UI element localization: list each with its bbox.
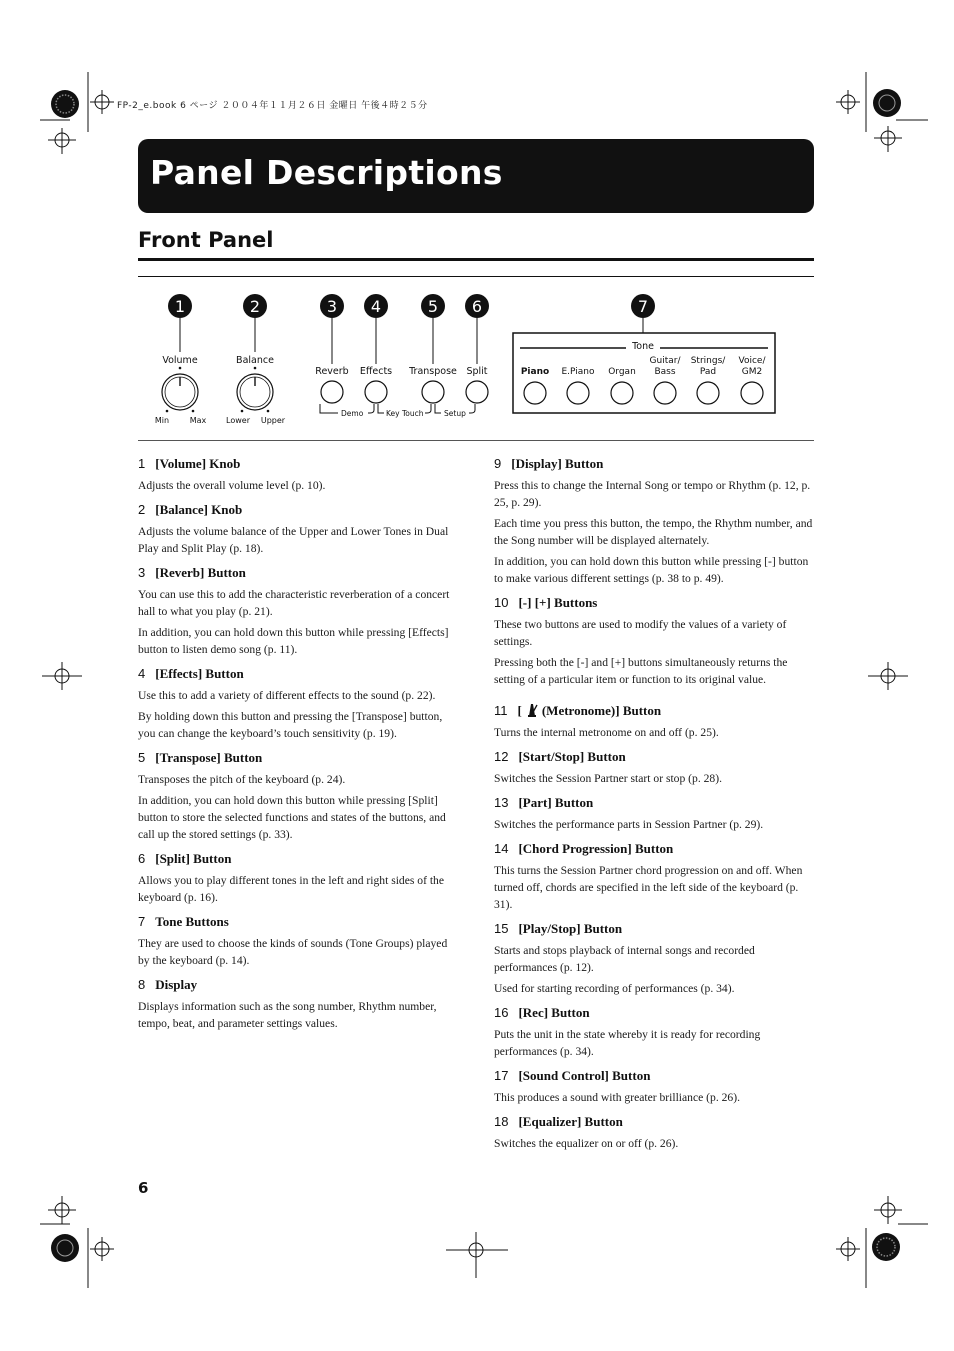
description-item bbox=[138, 850, 458, 906]
registration-mark-mid-left bbox=[40, 656, 90, 696]
item-text: Puts the unit in the state whereby it is ready for recording performances (p. 34). bbox=[494, 1028, 761, 1058]
callout-1 bbox=[168, 294, 192, 352]
registration-mark-bottom-left bbox=[40, 1188, 150, 1288]
tone-gm2-label: GM2 bbox=[741, 367, 763, 377]
item-heading: 1 [Volume] Knob bbox=[138, 456, 241, 471]
item-text: Adjusts the overall volume level (p. 10). bbox=[138, 479, 326, 492]
transpose-button[interactable] bbox=[422, 381, 444, 403]
title-bar bbox=[138, 139, 814, 213]
tone-strings-label: Strings/ bbox=[690, 356, 726, 366]
tone-pad-label: Pad bbox=[699, 367, 717, 377]
item-heading: 16 [Rec] Button bbox=[494, 1005, 590, 1020]
metronome-icon bbox=[526, 703, 538, 717]
svg-text:4: 4 bbox=[370, 297, 382, 316]
section-rule bbox=[138, 258, 814, 261]
tone-group-title: Tone bbox=[632, 341, 654, 352]
registration-mark-bottom-center bbox=[446, 1228, 510, 1278]
item-text: They are used to choose the kinds of sounds (Tone Groups) played by the keyboard (p. 14). bbox=[138, 937, 448, 967]
item-text: Allows you to play different tones in the left and right sides of the keyboard (p. 16). bbox=[138, 874, 444, 904]
item-text: Pressing both the [-] and [+] buttons simultaneously returns the setting of a particular item or function to its original value. bbox=[494, 656, 788, 686]
balance-knob[interactable] bbox=[237, 374, 273, 410]
item-heading: 12 [Start/Stop] Button bbox=[494, 749, 626, 764]
description-item bbox=[494, 1067, 816, 1106]
item-heading: 2 [Balance] Knob bbox=[138, 502, 243, 517]
item-heading: 3 [Reverb] Button bbox=[138, 565, 246, 580]
callout-5 bbox=[421, 294, 445, 364]
item-text: These two buttons are used to modify the values of a variety of settings. bbox=[494, 618, 787, 648]
callout-2 bbox=[243, 294, 267, 352]
callout-4 bbox=[364, 294, 388, 364]
description-item bbox=[138, 501, 458, 557]
item-text: In addition, you can hold down this button while pressing [Effects] button to listen demo song (p. 11). bbox=[138, 626, 449, 656]
tone-piano-button[interactable] bbox=[524, 382, 546, 404]
svg-text:3: 3 bbox=[326, 297, 338, 316]
tone-voice-label: Voice/ bbox=[738, 356, 766, 366]
description-item bbox=[138, 455, 458, 494]
item-text: In addition, you can hold down this button while pressing [Split] button to store the selected functions and states of the buttons, and call up the stored settings (p. 33). bbox=[138, 794, 446, 841]
key-touch-label: Key Touch bbox=[386, 409, 424, 418]
volume-max-label: Max bbox=[189, 416, 207, 425]
svg-text:7: 7 bbox=[637, 297, 649, 316]
left-column bbox=[138, 455, 458, 1039]
item-text: Used for starting recording of performances (p. 34). bbox=[494, 982, 735, 995]
item-text: Use this to add a variety of different effects to the sound (p. 22). bbox=[138, 689, 436, 702]
effects-button-label: Effects bbox=[359, 366, 393, 377]
description-item bbox=[494, 794, 816, 833]
tone-guitar-bass-button[interactable] bbox=[654, 382, 676, 404]
reverb-button-label: Reverb bbox=[315, 366, 349, 377]
tone-epiano-button[interactable] bbox=[567, 382, 589, 404]
item-text: Adjusts the volume balance of the Upper and Lower Tones in Dual Play and Split Play (p. 18). bbox=[138, 525, 449, 555]
item-heading: 15 [Play/Stop] Button bbox=[494, 921, 623, 936]
registration-mark-mid-right bbox=[866, 656, 916, 696]
volume-knob-label: Volume bbox=[162, 355, 198, 366]
balance-upper-label: Upper bbox=[260, 416, 286, 425]
reverb-button[interactable] bbox=[321, 381, 343, 403]
registration-mark-top-right bbox=[818, 72, 928, 172]
diagram-bottom-rule bbox=[138, 440, 814, 441]
tone-strings-pad-button[interactable] bbox=[697, 382, 719, 404]
diagram-top-rule bbox=[138, 276, 814, 277]
section-title: Front Panel bbox=[138, 228, 274, 252]
svg-text:6: 6 bbox=[471, 297, 483, 316]
item-text: Switches the performance parts in Session Partner (p. 29). bbox=[494, 818, 764, 831]
svg-text:2: 2 bbox=[249, 297, 261, 316]
description-item bbox=[138, 913, 458, 969]
item-text: You can use this to add the characteristic reverberation of a concert hall to what you play (p. 21). bbox=[138, 588, 450, 618]
split-button[interactable] bbox=[466, 381, 488, 403]
callout-3 bbox=[320, 294, 344, 364]
item-text: Turns the internal metronome on and off (p. 25). bbox=[494, 726, 719, 739]
callout-6 bbox=[465, 294, 489, 364]
item-heading: 11 [ (Metronome)] Button bbox=[494, 703, 662, 718]
svg-text:5: 5 bbox=[427, 297, 439, 316]
item-text: Displays information such as the song number, Rhythm number, tempo, beat, and parameter settings values. bbox=[138, 1000, 437, 1030]
tone-organ-label: Organ bbox=[608, 367, 636, 377]
tone-bass-label: Bass bbox=[654, 367, 676, 377]
front-panel-diagram bbox=[138, 280, 814, 438]
item-text: In addition, you can hold down this button while pressing [-] button to make various different settings (p. 38 to p. 49). bbox=[494, 555, 809, 585]
effects-button[interactable] bbox=[365, 381, 387, 403]
item-text: Transposes the pitch of the keyboard (p. 24). bbox=[138, 773, 346, 786]
registration-mark-top-left bbox=[40, 72, 150, 172]
item-heading: 9 [Display] Button bbox=[494, 456, 604, 471]
volume-knob[interactable] bbox=[162, 374, 198, 410]
item-heading: 13 [Part] Button bbox=[494, 795, 594, 810]
balance-knob-label: Balance bbox=[236, 355, 274, 366]
description-item bbox=[138, 749, 458, 843]
tone-voice-gm2-button[interactable] bbox=[741, 382, 763, 404]
item-text: This produces a sound with greater brilliance (p. 26). bbox=[494, 1091, 740, 1104]
tone-epiano-label: E.Piano bbox=[561, 367, 595, 377]
item-text: Press this to change the Internal Song or tempo or Rhythm (p. 12, p. 25, p. 29). bbox=[494, 479, 811, 509]
item-text: Switches the equalizer on or off (p. 26). bbox=[494, 1137, 679, 1150]
item-heading: 4 [Effects] Button bbox=[138, 666, 244, 681]
balance-lower-label: Lower bbox=[226, 416, 250, 425]
split-button-label: Split bbox=[466, 366, 488, 377]
description-item bbox=[494, 840, 816, 913]
item-text: Each time you press this button, the tempo, the Rhythm number, and the Song number will be displayed alternately. bbox=[494, 517, 813, 547]
page-title: Panel Descriptions bbox=[150, 153, 503, 192]
description-item bbox=[138, 665, 458, 742]
item-heading: 8 Display bbox=[138, 977, 198, 992]
description-item bbox=[138, 564, 458, 658]
demo-label: Demo bbox=[341, 409, 364, 418]
item-text: By holding down this button and pressing the [Transpose] button, you can change the keyboard’s touch sensitivity (p. 19). bbox=[138, 710, 443, 740]
description-item bbox=[494, 920, 816, 997]
registration-mark-bottom-right bbox=[818, 1188, 928, 1288]
description-item bbox=[138, 976, 458, 1032]
item-heading: 5 [Transpose] Button bbox=[138, 750, 263, 765]
item-heading: 6 [Split] Button bbox=[138, 851, 232, 866]
volume-min-label: Min bbox=[154, 416, 170, 425]
transpose-button-label: Transpose bbox=[409, 366, 457, 377]
item-text: This turns the Session Partner chord progression on and off. When turned off, chords are specified in the left side of the keyboard (p. 31). bbox=[494, 864, 803, 911]
tone-guitar-label: Guitar/ bbox=[649, 356, 681, 366]
item-heading: 17 [Sound Control] Button bbox=[494, 1068, 651, 1083]
item-heading: 14 [Chord Progression] Button bbox=[494, 841, 674, 856]
tone-piano-label: Piano bbox=[520, 367, 550, 377]
description-item bbox=[494, 594, 816, 688]
setup-label: Setup bbox=[444, 409, 466, 418]
svg-text:1: 1 bbox=[174, 297, 186, 316]
item-heading: 18 [Equalizer] Button bbox=[494, 1114, 623, 1129]
item-heading: 10 [-] [+] Buttons bbox=[494, 595, 598, 610]
tone-organ-button[interactable] bbox=[611, 382, 633, 404]
description-item bbox=[494, 702, 816, 741]
description-item bbox=[494, 455, 816, 587]
description-item bbox=[494, 1113, 816, 1152]
page-number: 6 bbox=[138, 1179, 149, 1197]
item-heading: 7 Tone Buttons bbox=[138, 914, 229, 929]
print-header: FP-2_e.book 6 ページ ２００４年１１月２６日 金曜日 午後４時２５分 bbox=[117, 101, 428, 111]
description-item bbox=[494, 1004, 816, 1060]
item-text: Starts and stops playback of internal songs and recorded performances (p. 12). bbox=[494, 944, 755, 974]
right-column bbox=[494, 455, 816, 1159]
description-item bbox=[494, 748, 816, 787]
item-text: Switches the Session Partner start or stop (p. 28). bbox=[494, 772, 722, 785]
